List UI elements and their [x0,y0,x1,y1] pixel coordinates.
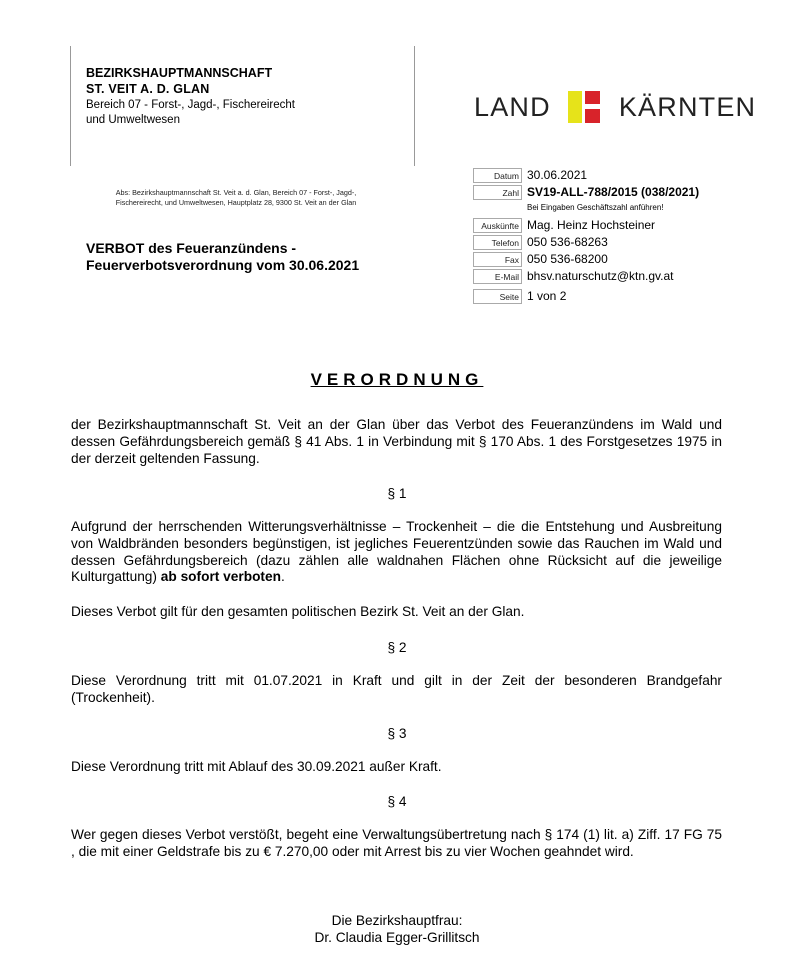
meta-value-telefon: 050 536-68263 [527,235,608,249]
logo-red-block-top [585,91,600,104]
sender-address [86,188,386,208]
department-line1: Bereich 07 - Forst-, Jagd-, Fischereirecht [86,99,295,111]
meta-value-fax: 050 536-68200 [527,252,608,266]
section-1-text-end: . [280,569,285,585]
meta-zahl-note: Bei Eingaben Geschäftszahl anführen! [527,203,664,212]
section-3-text: Diese Verordnung tritt mit Ablauf des 30.09.2021 außer Kraft. [71,759,442,774]
section-1-title: § 1 [387,486,407,501]
intro-paragraph: der Bezirkshauptmannschaft St. Veit an der Glan über das Verbot des Feueranzündens im Wald und dessen Gefährdungsbereich gemäß § 41 Abs. 1 in Verbindung mit § 170 Abs. 1 des Forstgesetzes 1975 in der derzeit geltenden Fassung. [71,417,722,466]
section-3-title: § 3 [387,726,407,741]
section-4-text: Wer gegen dieses Verbot verstößt, begeht eine Verwaltungsübertretung nach § 174 (1) lit. a) Ziff. 17 FG 75 , die mit einer Geldstrafe bis zu € 7.270,00 oder mit Arrest bis zu vier Wochen geahndet wird. [71,827,722,859]
land-kaernten-logo [474,90,756,124]
letterhead-right-rule [414,46,415,166]
org-department [86,98,336,127]
document-heading: VERORDNUNG [310,370,484,389]
org-name-line2: ST. VEIT A. D. GLAN [86,82,210,96]
section-2-title: § 2 [387,640,407,655]
sender-line1: Abs: Bezirkshauptmannschaft St. Veit a. d. Glan, Bereich 07 - Forst-, Jagd-, [115,188,357,197]
meta-value-zahl: SV19-ALL-788/2015 (038/2021) [527,185,700,199]
logo-word-land: LAND [474,92,551,122]
meta-label-auskuenfte: Auskünfte [473,218,522,233]
meta-label-seite: Seite [473,289,522,304]
meta-value-datum: 30.06.2021 [527,168,588,182]
meta-value-auskuenfte: Mag. Heinz Hochsteiner [527,218,656,232]
meta-label-telefon: Telefon [473,235,522,250]
logo-word-kaernten: KÄRNTEN [618,92,757,122]
signature-name: Dr. Claudia Egger-Grillitsch [314,930,480,945]
section-2-text: Diese Verordnung tritt mit 01.07.2021 in Kraft und gilt in der Zeit der besonderen Brandgefahr (Trockenheit). [71,673,722,705]
subject-line1: VERBOT des Feueranzündens - [86,240,297,256]
meta-label-datum: Datum [473,168,522,183]
meta-value-seite: 1 von 2 [527,289,567,303]
logo-red-block-bottom [585,109,600,123]
logo-yellow-bar [568,91,582,123]
signature-role: Die Bezirkshauptfrau: [331,913,463,928]
section-1-text-2: Dieses Verbot gilt für den gesamten politischen Bezirk St. Veit an der Glan. [71,604,525,619]
section-4-title: § 4 [387,794,407,809]
section-1-text-main: Aufgrund der herrschenden Witterungsverhältnisse – Trockenheit – die die Entstehung und Ausbreitung von Waldbränden besonders begünstigen, ist jegliches Feuerentzünden sowie das Rauchen im Wald und dessen Gefährdungsbereich (dazu zählen alle waldnahen Flächen ohne Rücksicht auf die jeweilige Kulturgattung) [71,519,722,585]
subject-line2: Feuerverbotsverordnung vom 30.06.2021 [86,257,360,273]
section-1-text [71,519,722,586]
sender-line2: Fischereirecht, und Umweltwesen, Hauptplatz 28, 9300 St. Veit an der Glan [115,198,357,207]
letterhead-left-rule [70,46,71,166]
meta-label-zahl: Zahl [473,185,522,200]
org-name-line1: BEZIRKSHAUPTMANNSCHAFT [86,66,273,80]
meta-label-fax: Fax [473,252,522,267]
department-line2: und Umweltwesen [86,113,180,126]
subject [86,240,359,274]
meta-value-email[interactable]: bhsv.naturschutz@ktn.gv.at [527,269,674,283]
logo-mark-icon [568,91,600,123]
section-1-text-bold: ab sofort verboten [160,569,281,585]
meta-label-email: E-Mail [473,269,522,284]
